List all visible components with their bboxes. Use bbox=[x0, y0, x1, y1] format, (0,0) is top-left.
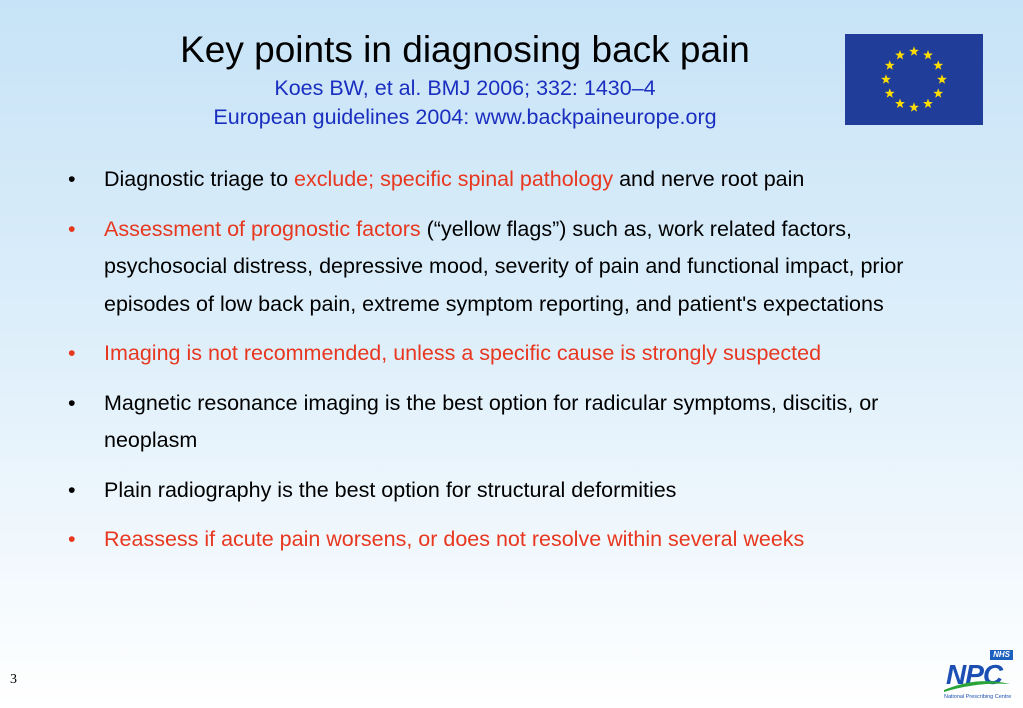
npc-caption: National Prescribing Centre bbox=[944, 694, 1012, 700]
title-block bbox=[60, 26, 870, 132]
bullet-highlight: Imaging is not recommended, unless a specific cause is strongly suspected bbox=[104, 341, 822, 365]
bullet-list bbox=[62, 161, 972, 571]
eu-stars bbox=[845, 34, 983, 125]
bullet-item-reassess bbox=[62, 521, 972, 559]
bullet-item-imaging bbox=[62, 335, 972, 373]
subtitle-citation: Koes BW, et al. BMJ 2006; 332: 1430–4 bbox=[274, 76, 656, 100]
bullet-text: (“yellow flags”) such as, work related factors, psychosocial distress, depressive mood, severity of pain and functional impact, prior episodes of low back pain, extreme symptom reporting, and patient's expectations bbox=[104, 216, 904, 316]
eu-star-icon bbox=[881, 74, 891, 83]
eu-star-icon bbox=[933, 60, 943, 69]
eu-star-icon bbox=[885, 88, 895, 97]
npc-logo bbox=[942, 650, 1017, 706]
bullet-highlight: Reassess if acute pain worsens, or does not resolve within several weeks bbox=[104, 527, 805, 551]
bullet-dot: • bbox=[68, 390, 76, 415]
eu-flag-icon bbox=[845, 34, 983, 125]
eu-star-icon bbox=[923, 99, 933, 108]
eu-star-icon bbox=[937, 74, 947, 83]
bullet-text: and nerve root pain bbox=[613, 167, 805, 191]
bullet-highlight: exclude; specific spinal pathology bbox=[294, 167, 614, 191]
bullet-text: Diagnostic triage to bbox=[104, 167, 295, 191]
slide-title: Key points in diagnosing back pain bbox=[180, 29, 750, 70]
eu-star-icon bbox=[933, 88, 943, 97]
bullet-item-prognostic bbox=[62, 211, 972, 324]
bullet-highlight: Assessment of prognostic factors bbox=[104, 216, 421, 241]
bullet-text: Plain radiography is the best option for structural deformities bbox=[104, 477, 677, 502]
bullet-item-mri bbox=[62, 385, 972, 460]
bullet-dot: • bbox=[68, 167, 76, 191]
bullet-dot: • bbox=[68, 341, 76, 365]
bullet-item-radiography bbox=[62, 472, 972, 510]
bullet-dot: • bbox=[68, 216, 76, 241]
eu-star-icon bbox=[909, 46, 919, 55]
eu-star-icon bbox=[923, 50, 933, 59]
subtitle-guidelines: European guidelines 2004: www.backpaineurope.org bbox=[213, 105, 717, 129]
eu-star-icon bbox=[895, 50, 905, 59]
bullet-item-triage bbox=[62, 161, 972, 199]
eu-star-icon bbox=[895, 99, 905, 108]
eu-star-icon bbox=[885, 60, 895, 69]
bullet-dot: • bbox=[68, 477, 76, 502]
npc-swoosh-icon bbox=[942, 678, 1012, 694]
bullet-text: Magnetic resonance imaging is the best option for radicular symptoms, discitis, or neoplasm bbox=[104, 390, 879, 452]
nhs-badge: NHS bbox=[990, 650, 1013, 660]
eu-star-icon bbox=[909, 102, 919, 111]
page-number: 3 bbox=[10, 672, 17, 687]
npc-logo-text: NPC bbox=[946, 659, 1003, 690]
bullet-dot: • bbox=[68, 527, 76, 551]
